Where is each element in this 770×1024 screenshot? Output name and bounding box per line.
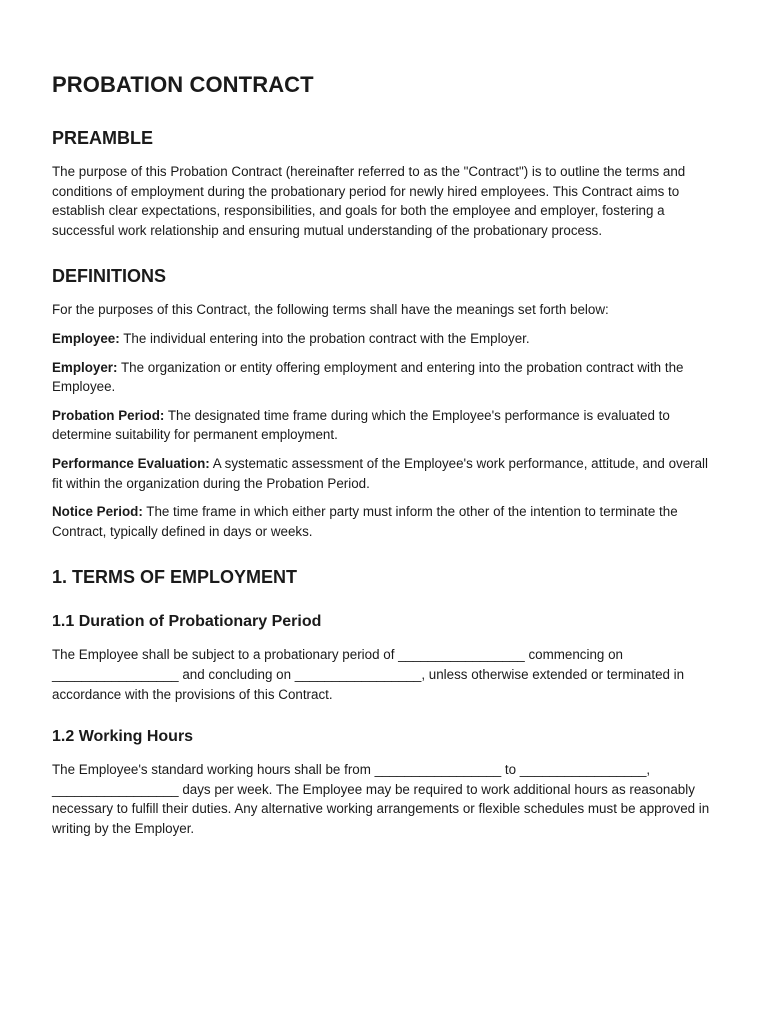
document-title: PROBATION CONTRACT (52, 72, 314, 97)
definition-item (52, 502, 718, 541)
definitions-section (52, 264, 718, 541)
hours-heading: 1.2 Working Hours (52, 728, 194, 746)
definition-item (52, 358, 718, 397)
definition-item (52, 406, 718, 445)
hours-subsection (52, 726, 718, 838)
definition-item (52, 454, 718, 493)
definition-text: The individual entering into the probation contract with the Employer. (119, 330, 530, 346)
definition-text: The designated time frame during which the Employee's performance is evaluated to determine suitability for permanent employment. (52, 407, 670, 443)
definition-term: Employer: (52, 359, 118, 375)
terms-section (52, 565, 718, 838)
definition-item (52, 329, 718, 349)
definition-term: Notice Period: (52, 504, 143, 520)
preamble-section (52, 126, 718, 240)
duration-heading: 1.1 Duration of Probationary Period (52, 613, 322, 631)
hours-text: The Employee's standard working hours shall be from _________________ to _________________, _________________ days per week. The Employee may be required to work additional hours as reasonably necessary to fulfill their duties. Any alternative working arrangements or flexible schedules must be approved in writing by the Employer. (52, 762, 710, 836)
definition-term: Employee: (52, 330, 120, 346)
definition-text: A systematic assessment of the Employee's work performance, attitude, and overall fit within the organization during the Probation Period. (52, 455, 709, 491)
definition-text: The time frame in which either party must inform the other of the intention to terminate the Contract, typically defined in days or weeks. (52, 504, 678, 539)
definitions-intro: For the purposes of this Contract, the following terms shall have the meanings set forth below: (52, 302, 609, 318)
definition-term: Performance Evaluation: (52, 455, 210, 471)
definition-term: Probation Period: (52, 407, 165, 423)
terms-heading: 1. TERMS OF EMPLOYMENT (52, 567, 298, 588)
duration-text: The Employee shall be subject to a probationary period of _________________ commencing on _________________ and concluding on _________________, unless otherwise extended or terminated in accordance with the provisions of this Contract. (52, 647, 685, 702)
definitions-heading: DEFINITIONS (52, 266, 167, 287)
preamble-heading: PREAMBLE (52, 128, 154, 148)
duration-subsection (52, 611, 718, 704)
definition-text: The organization or entity offering employment and entering into the probation contract with the Employee. (52, 359, 684, 395)
preamble-text: The purpose of this Probation Contract (hereinafter referred to as the "Contract") is to outline the terms and conditions of employment during the probationary period for newly hired employees. This Contract aims to establish clear expectations, responsibilities, and goals for both the employee and employer, fostering a successful work relationship and ensuring mutual understanding of the probationary process. (52, 164, 686, 238)
